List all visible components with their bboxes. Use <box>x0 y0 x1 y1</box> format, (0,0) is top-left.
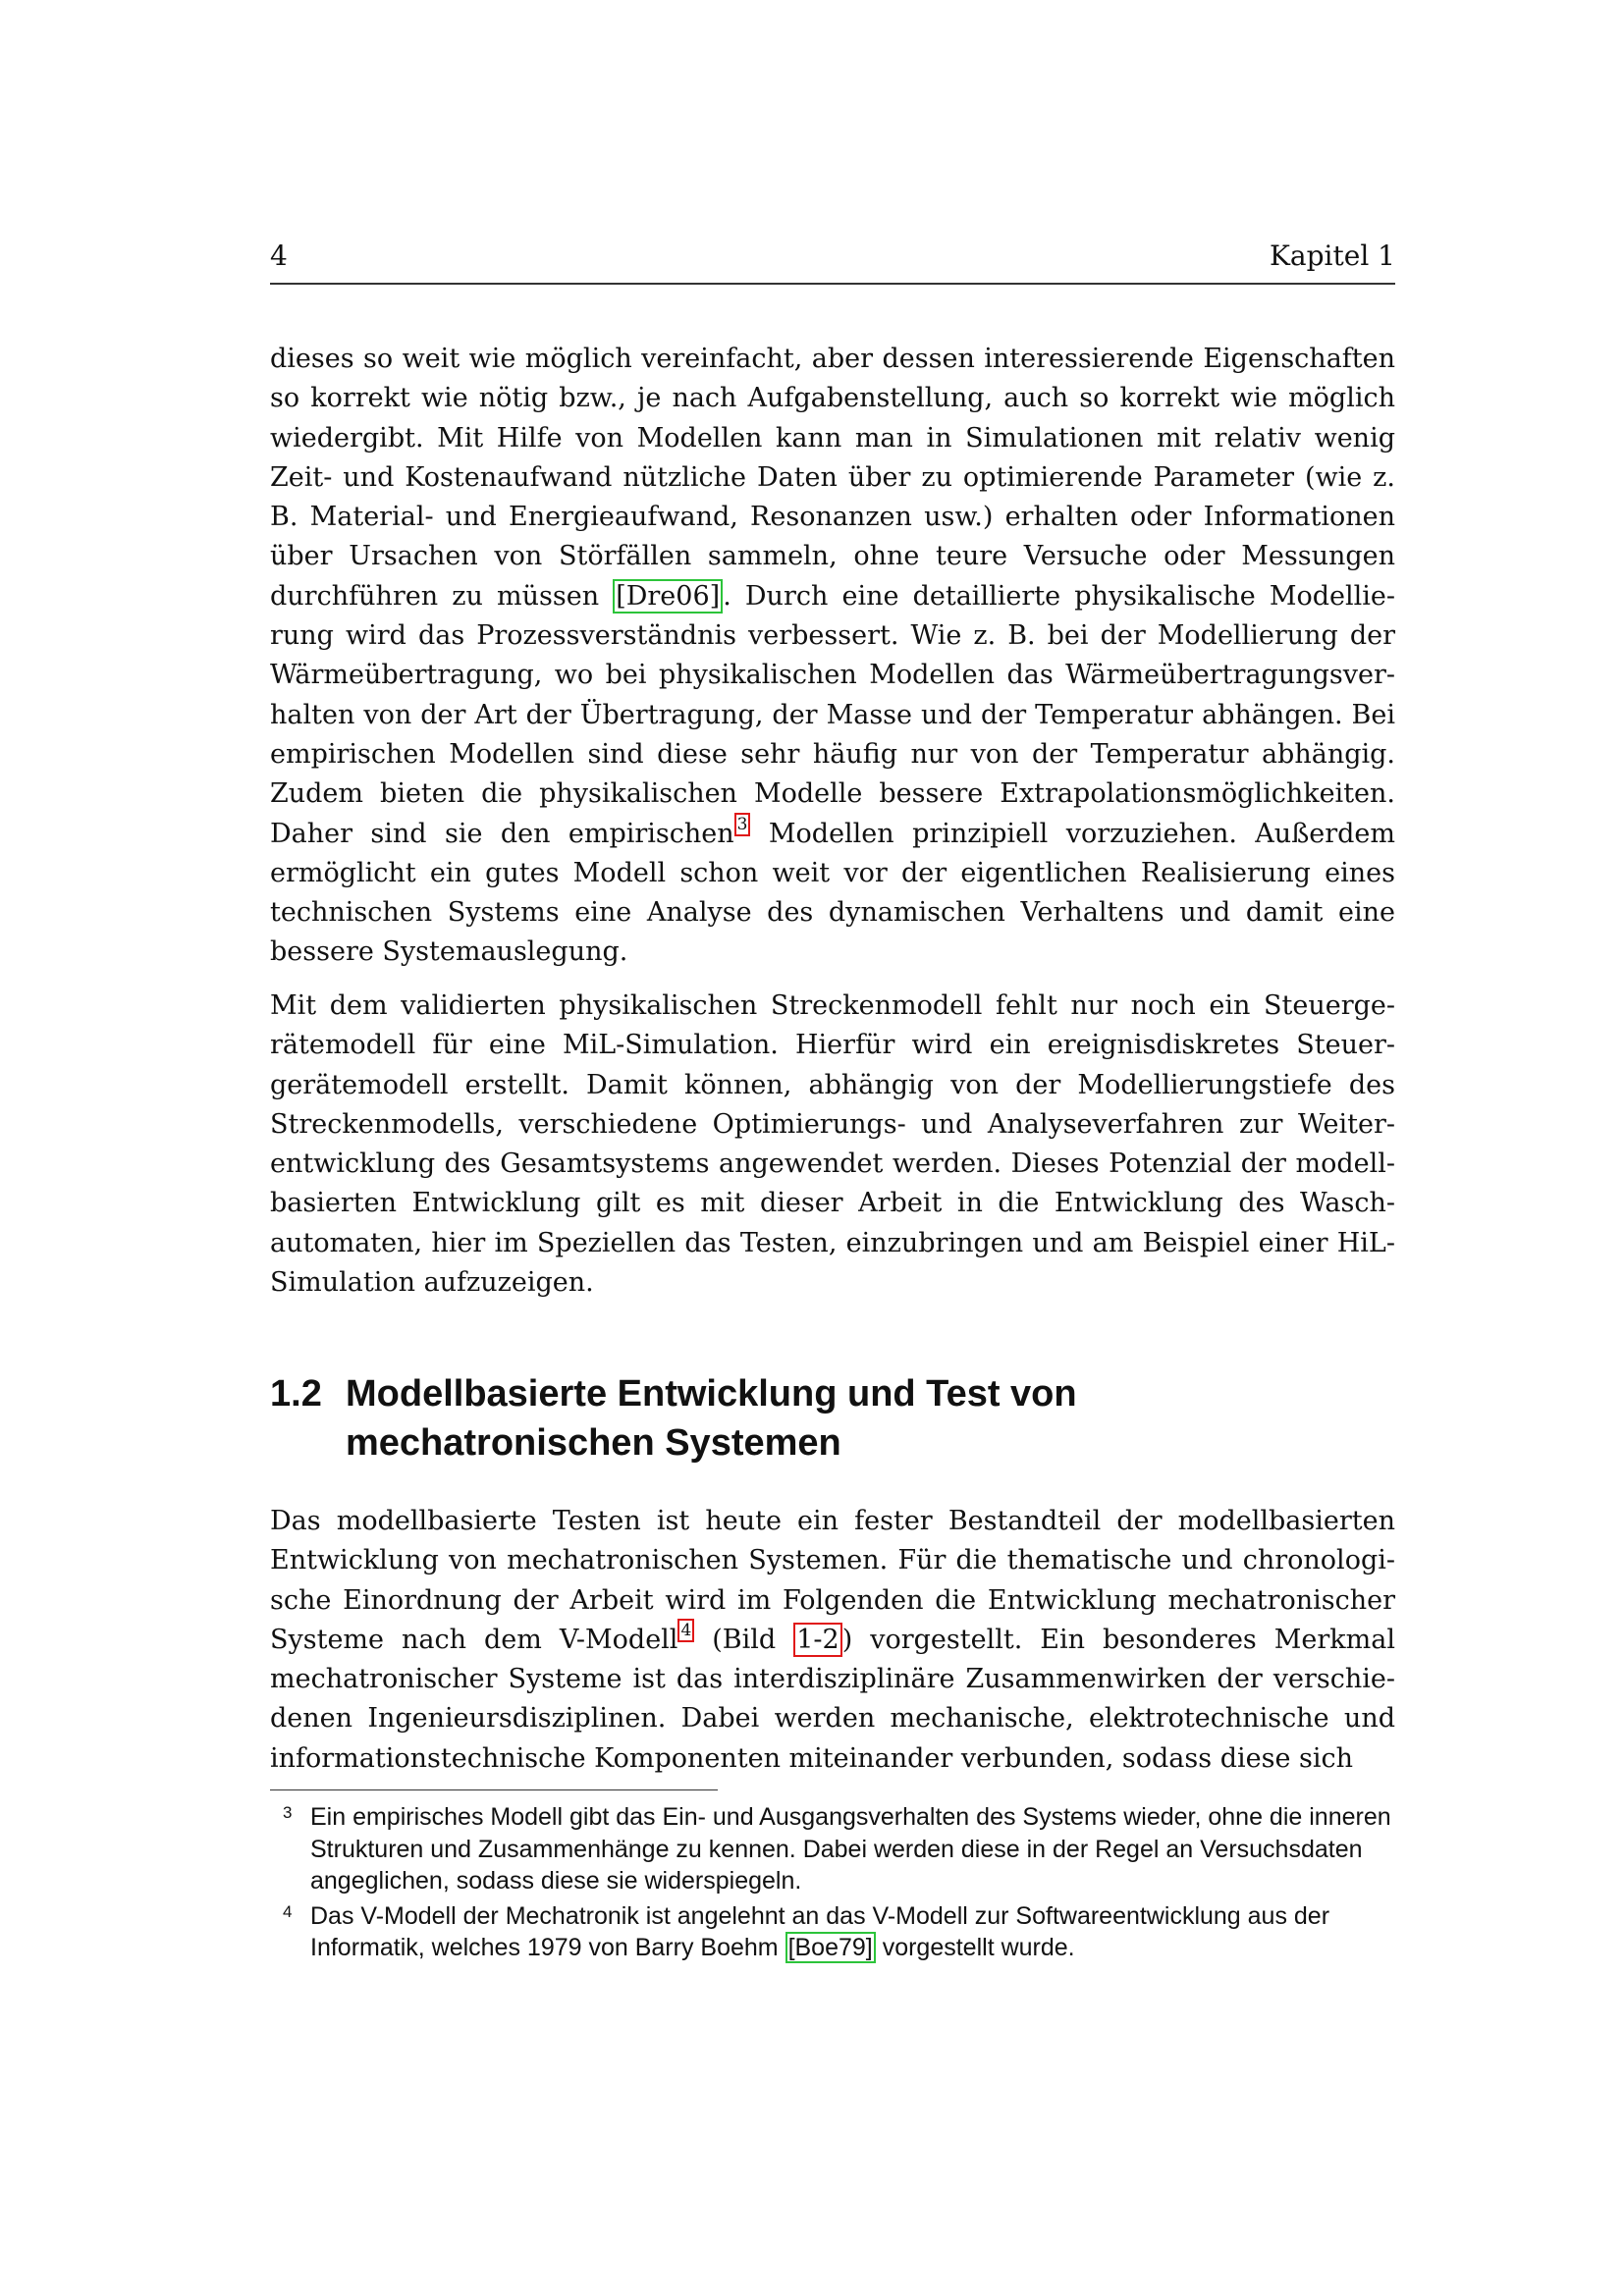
paragraph-v-model <box>270 1502 1395 1779</box>
footnote-divider <box>270 1789 718 1790</box>
footnote-mark: 4 <box>283 1901 293 1921</box>
footnotes <box>283 1801 1395 1967</box>
paragraph-text: . Durch eine detaillierte physikalische Modellierung wird das Prozessverständnis verbessert. Wie z. B. bei der Modellierung der Wärmeübertragung, wo bei physikalischen Modellen das Wärmeübertragungsverhalten von der Art der Übertragung, der Masse und der Temperatur abhängen. Bei empirischen Modellen sind diese sehr häufig nur von der Temperatur abhängig. Zudem bieten die physikalischen Modelle bessere Extrapolationsmöglichkeiten. Daher sind sie den empirischen <box>270 580 1395 849</box>
figure-ref-1-2[interactable]: 1-2 <box>793 1623 841 1657</box>
paragraph-text: Modellen prinzipiell vorzuziehen. Außerdem ermöglicht ein gutes Modell schon weit vor der eigentlichen Realisierung eines technischen Systems eine Analyse des dynamischen Verhaltens und damit eine bessere Systemauslegung. <box>270 818 1395 968</box>
paragraph-text: dieses so weit wie möglich vereinfacht, aber dessen interessierende Eigenschaften so korrekt wie nötig bzw., je nach Aufgabenstellung, auch so korrekt wie möglich wiedergibt. Mit Hilfe von Modellen kann man in Simulationen mit relativ wenig Zeit- und Kostenaufwand nützliche Daten über zu optimierende Parameter (wie z. B. Material- und Energieaufwand, Resonanzen usw.) erhalten oder Informationen über Ursachen von Störfällen sammeln, ohne teure Versuche oder Messungen durchführen zu müssen <box>270 344 1395 612</box>
footnote-3 <box>283 1801 1395 1897</box>
paragraph-text: (Bild <box>694 1624 794 1655</box>
footnote-text: vorgestellt wurde. <box>875 1934 1075 1961</box>
footnote-4 <box>283 1900 1395 1964</box>
footnote-ref-3[interactable]: 3 <box>734 813 751 836</box>
footnote-text: Das V-Modell der Mechatronik ist angelehnt an das V-Modell zur Softwareentwicklung aus der Informatik, welches 1979 von Barry Boehm <box>310 1901 1330 1961</box>
paragraph-text: Mit dem validierten physikalischen Streckenmodell fehlt nur noch ein Steuergerätemodell für eine MiL-Simulation. Hierfür wird ein ereignisdiskretes Steuergerätemodell erstellt. Damit können, abhängig von der Modellierungstiefe des Streckenmodells, verschiedene Optimierungs- und Analyseverfahren zur Weiterentwicklung des Gesamtsystems angewendet werden. Dieses Potenzial der modellbasierten Entwicklung gilt es mit dieser Arbeit in die Entwicklung des Waschautomaten, hier im Speziellen das Testen, einzubringen und am Beispiel einer HiL-Simulation aufzuzeigen. <box>270 990 1395 1299</box>
running-header <box>270 240 1395 285</box>
section-title: Modellbasierte Entwicklung und Test von mechatronischen Systemen <box>346 1373 1077 1464</box>
paragraph-modelling-benefits <box>270 340 1395 973</box>
citation-link-dre06[interactable]: [Dre06] <box>613 579 723 614</box>
chapter-label: Kapitel 1 <box>1270 240 1395 272</box>
citation-link-boe79[interactable]: [Boe79] <box>785 1932 876 1963</box>
paragraph-text: ) vorgestellt. Ein besonderes Merkmal mechatronischer Systeme ist das interdisziplinäre Zusammenwirken der verschiedenen Ingenieursdisziplinen. Dabei werden mechanische, elektrotechnische und informationstechnische Komponenten miteinander verbunden, sodass diese sich <box>270 1624 1395 1774</box>
page-number: 4 <box>270 240 288 272</box>
footnote-text: Ein empirisches Modell gibt das Ein- und Ausgangsverhalten des Systems wieder, ohne die inneren Strukturen und Zusammenhänge zu kennen. Dabei werden diese in der Regel an Versuchsdaten angeglichen, sodass diese sie widerspiegeln. <box>310 1803 1391 1895</box>
section-number: 1.2 <box>270 1373 322 1415</box>
paragraph-mil-simulation <box>270 987 1395 1303</box>
paragraph-text: Das modellbasierte Testen ist heute ein fester Bestandteil der modellbasierten Entwicklung von mechatronischen Systemen. Für die thematische und chronologische Einordnung der Arbeit wird im Folgenden die Entwicklung mechatronischer Systeme nach dem V-Modell <box>270 1506 1395 1655</box>
footnote-ref-4[interactable]: 4 <box>677 1619 694 1642</box>
footnote-mark: 3 <box>283 1803 293 1822</box>
